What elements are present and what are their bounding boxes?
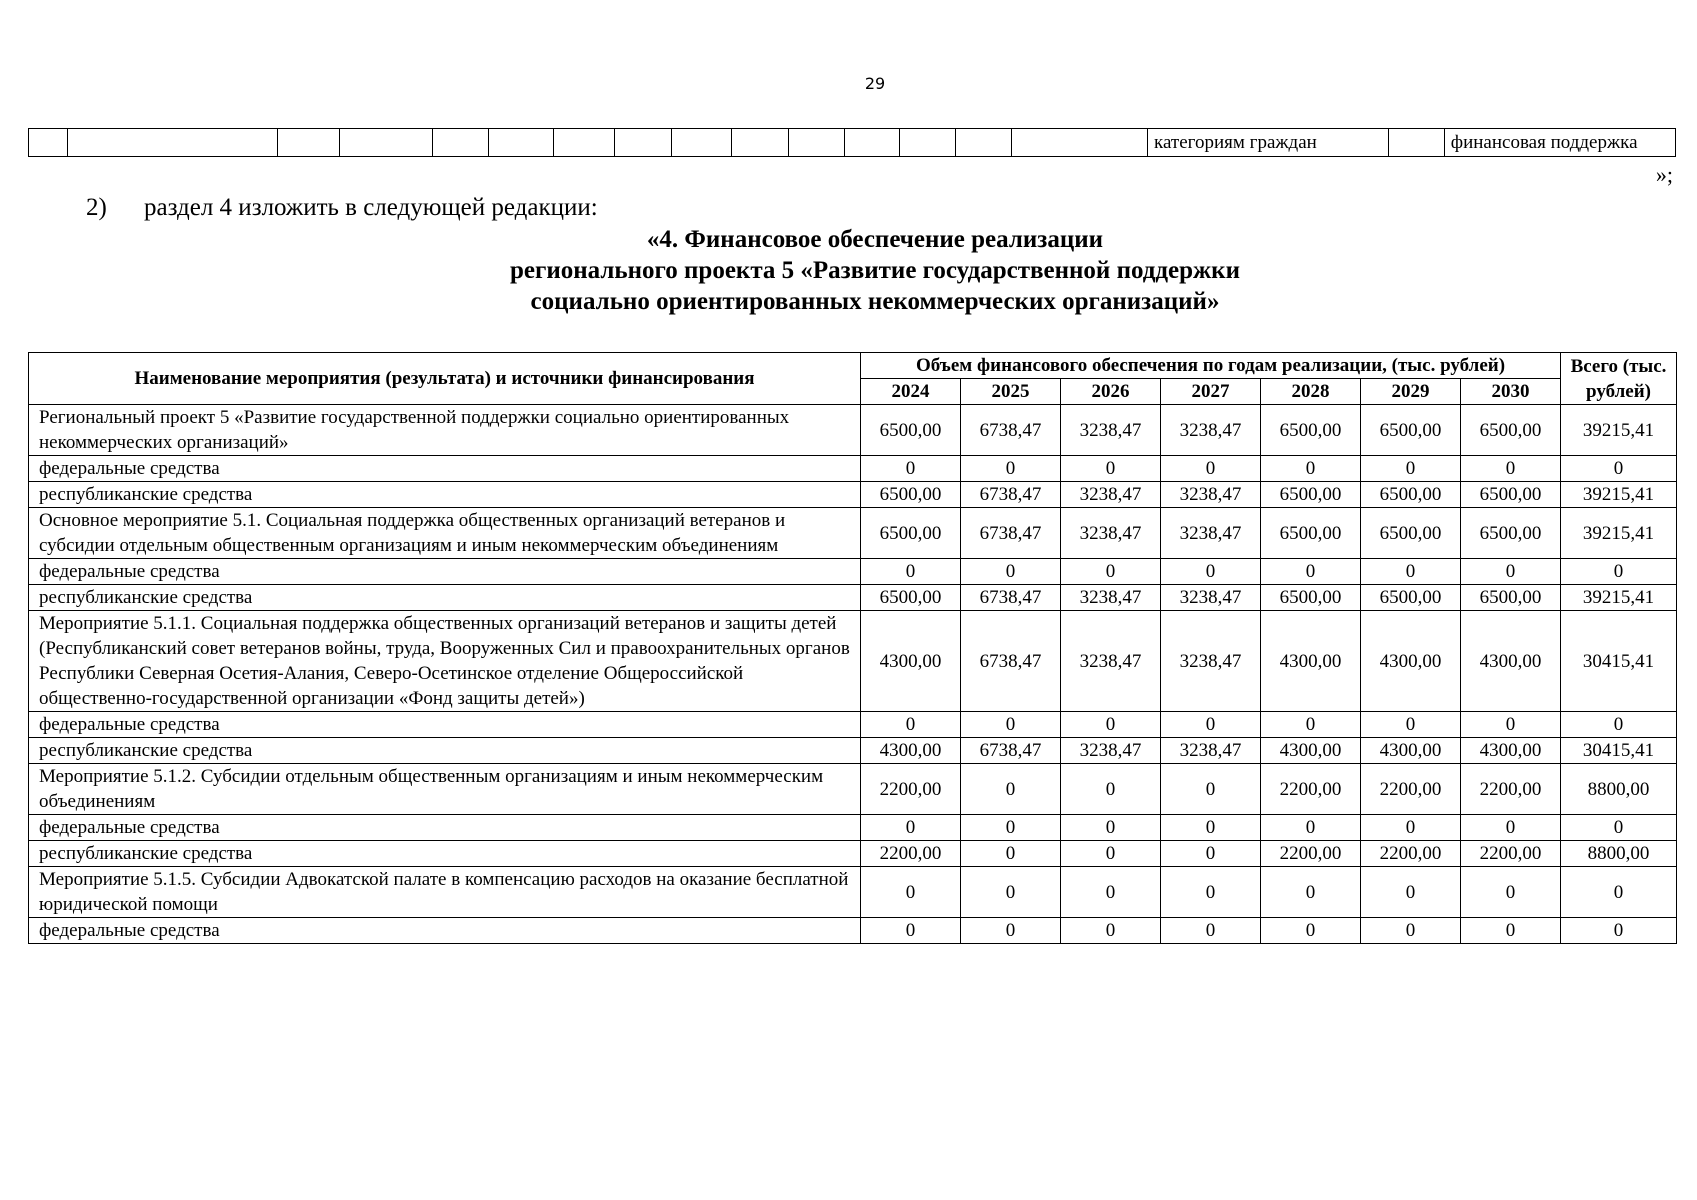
row-total: 39215,41 [1561, 585, 1677, 611]
row-value: 0 [1061, 841, 1161, 867]
row-name: Региональный проект 5 «Развитие государственной поддержки социально ориентированных некоммерческих организаций» [29, 405, 861, 456]
row-total: 0 [1561, 815, 1677, 841]
row-name: Мероприятие 5.1.2. Субсидии отдельным общественным организациям и иным некоммерческим объединениям [29, 764, 861, 815]
row-value: 3238,47 [1161, 611, 1261, 712]
row-value: 6500,00 [1361, 508, 1461, 559]
row-value: 0 [1061, 559, 1161, 585]
prev-table-cell [489, 129, 554, 157]
prev-table-cell [1389, 129, 1445, 157]
row-value: 0 [1361, 918, 1461, 944]
row-value: 6500,00 [861, 482, 961, 508]
row-value: 6500,00 [1361, 482, 1461, 508]
row-name: федеральные средства [29, 918, 861, 944]
row-value: 3238,47 [1061, 482, 1161, 508]
row-value: 3238,47 [1161, 738, 1261, 764]
closing-quote: »; [1655, 162, 1673, 187]
section-instruction [86, 194, 598, 222]
prev-table-cell [844, 129, 900, 157]
row-value: 0 [1161, 867, 1261, 918]
header-year: 2026 [1061, 379, 1161, 405]
header-year: 2028 [1261, 379, 1361, 405]
row-value: 6500,00 [1361, 585, 1461, 611]
table-row [29, 867, 1677, 918]
row-total: 0 [1561, 456, 1677, 482]
header-year: 2024 [861, 379, 961, 405]
header-name: Наименование мероприятия (результата) и источники финансирования [29, 353, 861, 405]
row-value: 0 [1361, 456, 1461, 482]
row-total: 39215,41 [1561, 508, 1677, 559]
row-value: 4300,00 [861, 611, 961, 712]
header-volume: Объем финансового обеспечения по годам реализации, (тыс. рублей) [861, 353, 1561, 379]
row-value: 2200,00 [1361, 764, 1461, 815]
row-total: 0 [1561, 712, 1677, 738]
prev-table-cell [956, 129, 1012, 157]
row-value: 6500,00 [1361, 405, 1461, 456]
prev-table-cell [900, 129, 956, 157]
row-value: 6500,00 [1261, 405, 1361, 456]
row-name: республиканские средства [29, 841, 861, 867]
section-text: раздел 4 изложить в следующей редакции: [144, 194, 598, 221]
table-row [29, 611, 1677, 712]
row-value: 0 [861, 918, 961, 944]
row-name: федеральные средства [29, 456, 861, 482]
row-value: 2200,00 [1261, 841, 1361, 867]
prev-table-cell [1011, 129, 1147, 157]
table-row [29, 764, 1677, 815]
prev-table-cell [68, 129, 278, 157]
table-row [29, 918, 1677, 944]
row-value: 6738,47 [961, 508, 1061, 559]
row-value: 6500,00 [861, 585, 961, 611]
row-value: 0 [861, 456, 961, 482]
table-row [29, 585, 1677, 611]
row-value: 0 [1161, 815, 1261, 841]
prev-table-cell: категориям граждан [1148, 129, 1389, 157]
row-value: 2200,00 [1461, 764, 1561, 815]
prev-table-cell [788, 129, 844, 157]
section-heading [0, 224, 1697, 317]
table-row [29, 815, 1677, 841]
page-number: 29 [864, 74, 886, 93]
row-value: 3238,47 [1061, 585, 1161, 611]
row-total: 0 [1561, 867, 1677, 918]
prev-table-cell [433, 129, 489, 157]
row-value: 0 [1461, 456, 1561, 482]
row-value: 6500,00 [1261, 585, 1361, 611]
prev-table-cell [615, 129, 672, 157]
row-value: 6738,47 [961, 738, 1061, 764]
table-header-row [29, 353, 1677, 379]
header-year: 2025 [961, 379, 1061, 405]
previous-table-fragment [28, 128, 1676, 157]
table-body [29, 405, 1677, 944]
prev-table-cell [732, 129, 789, 157]
row-total: 39215,41 [1561, 405, 1677, 456]
row-value: 3238,47 [1161, 585, 1261, 611]
row-value: 2200,00 [1261, 764, 1361, 815]
row-value: 4300,00 [1361, 611, 1461, 712]
row-value: 0 [1261, 559, 1361, 585]
row-value: 0 [1261, 712, 1361, 738]
row-total: 8800,00 [1561, 764, 1677, 815]
row-value: 0 [1061, 918, 1161, 944]
row-total: 0 [1561, 918, 1677, 944]
row-value: 6500,00 [861, 405, 961, 456]
row-value: 0 [861, 867, 961, 918]
row-value: 6738,47 [961, 405, 1061, 456]
row-value: 3238,47 [1061, 508, 1161, 559]
row-value: 3238,47 [1161, 405, 1261, 456]
header-year: 2027 [1161, 379, 1261, 405]
row-total: 30415,41 [1561, 611, 1677, 712]
section-number: 2) [86, 194, 107, 221]
row-value: 6738,47 [961, 585, 1061, 611]
table-row [29, 841, 1677, 867]
row-value: 0 [1261, 867, 1361, 918]
row-value: 0 [1461, 867, 1561, 918]
row-value: 0 [1161, 559, 1261, 585]
row-value: 2200,00 [861, 764, 961, 815]
row-value: 0 [961, 712, 1061, 738]
row-total: 8800,00 [1561, 841, 1677, 867]
prev-table-cell [29, 129, 68, 157]
prev-table-cell [554, 129, 615, 157]
row-value: 6500,00 [1261, 482, 1361, 508]
header-year: 2030 [1461, 379, 1561, 405]
table-row [29, 559, 1677, 585]
row-value: 3238,47 [1161, 508, 1261, 559]
header-total: Всего (тыс. рублей) [1561, 353, 1677, 405]
row-value: 0 [1061, 456, 1161, 482]
row-value: 6500,00 [861, 508, 961, 559]
row-value: 0 [1061, 815, 1161, 841]
row-value: 0 [1461, 712, 1561, 738]
row-value: 0 [861, 712, 961, 738]
table-row [29, 482, 1677, 508]
row-value: 2200,00 [1361, 841, 1461, 867]
row-value: 0 [1361, 712, 1461, 738]
table-row [29, 456, 1677, 482]
row-value: 0 [861, 559, 961, 585]
row-value: 0 [1061, 764, 1161, 815]
row-value: 4300,00 [1261, 738, 1361, 764]
row-value: 0 [1461, 559, 1561, 585]
row-name: федеральные средства [29, 815, 861, 841]
row-value: 0 [961, 456, 1061, 482]
row-value: 0 [1161, 712, 1261, 738]
row-value: 3238,47 [1161, 482, 1261, 508]
row-value: 0 [1061, 712, 1161, 738]
row-name: федеральные средства [29, 559, 861, 585]
row-value: 2200,00 [1461, 841, 1561, 867]
row-name: республиканские средства [29, 585, 861, 611]
row-value: 6500,00 [1461, 585, 1561, 611]
row-value: 0 [1161, 764, 1261, 815]
row-value: 0 [1061, 867, 1161, 918]
row-total: 0 [1561, 559, 1677, 585]
row-value: 0 [1361, 867, 1461, 918]
table-row [29, 508, 1677, 559]
row-value: 4300,00 [1461, 738, 1561, 764]
row-value: 0 [1461, 918, 1561, 944]
row-value: 0 [961, 867, 1061, 918]
row-total: 39215,41 [1561, 482, 1677, 508]
row-value: 6500,00 [1261, 508, 1361, 559]
prev-table-cell: финансовая поддержка [1444, 129, 1675, 157]
prev-table-cell [278, 129, 340, 157]
row-value: 0 [1361, 815, 1461, 841]
row-name: республиканские средства [29, 738, 861, 764]
row-value: 0 [961, 559, 1061, 585]
row-value: 2200,00 [861, 841, 961, 867]
financing-table [28, 352, 1677, 944]
row-value: 0 [1461, 815, 1561, 841]
row-value: 0 [861, 815, 961, 841]
row-value: 0 [1261, 456, 1361, 482]
row-name: Основное мероприятие 5.1. Социальная поддержка общественных организаций ветеранов и субсидии отдельным общественным организациям и иным некоммерческим объединениям [29, 508, 861, 559]
row-value: 0 [1161, 841, 1261, 867]
heading-line-1: «4. Финансовое обеспечение реализации [646, 226, 1104, 253]
row-total: 30415,41 [1561, 738, 1677, 764]
row-value: 0 [1161, 918, 1261, 944]
row-value: 0 [961, 764, 1061, 815]
row-value: 6500,00 [1461, 482, 1561, 508]
header-year: 2029 [1361, 379, 1461, 405]
row-value: 0 [961, 918, 1061, 944]
row-value: 0 [1361, 559, 1461, 585]
row-value: 4300,00 [1361, 738, 1461, 764]
row-name: Мероприятие 5.1.1. Социальная поддержка общественных организаций ветеранов и защиты детей (Республиканский совет ветеранов войны, труда, Вооруженных Сил и правоохранительных органов Республики Северная Осетия-Алания, Северо-Осетинское отделение Общероссийской общественно-государственной организации «Фонд защиты детей») [29, 611, 861, 712]
heading-line-3: социально ориентированных некоммерческих организаций» [530, 288, 1220, 315]
heading-line-2: регионального проекта 5 «Развитие государственной поддержки [510, 257, 1240, 284]
row-value: 4300,00 [1261, 611, 1361, 712]
row-value: 4300,00 [1461, 611, 1561, 712]
row-value: 3238,47 [1061, 611, 1161, 712]
row-value: 6738,47 [961, 482, 1061, 508]
row-value: 6738,47 [961, 611, 1061, 712]
row-value: 3238,47 [1061, 738, 1161, 764]
row-value: 0 [961, 841, 1061, 867]
table-row [29, 405, 1677, 456]
table-row [29, 738, 1677, 764]
row-value: 6500,00 [1461, 405, 1561, 456]
prev-table-cell [671, 129, 732, 157]
row-value: 6500,00 [1461, 508, 1561, 559]
row-value: 0 [1261, 815, 1361, 841]
row-name: республиканские средства [29, 482, 861, 508]
previous-table-row [29, 129, 1676, 157]
row-value: 0 [961, 815, 1061, 841]
row-name: Мероприятие 5.1.5. Субсидии Адвокатской палате в компенсацию расходов на оказание бесплатной юридической помощи [29, 867, 861, 918]
prev-table-cell [339, 129, 433, 157]
row-value: 3238,47 [1061, 405, 1161, 456]
row-value: 0 [1161, 456, 1261, 482]
row-name: федеральные средства [29, 712, 861, 738]
table-row [29, 712, 1677, 738]
row-value: 0 [1261, 918, 1361, 944]
row-value: 4300,00 [861, 738, 961, 764]
